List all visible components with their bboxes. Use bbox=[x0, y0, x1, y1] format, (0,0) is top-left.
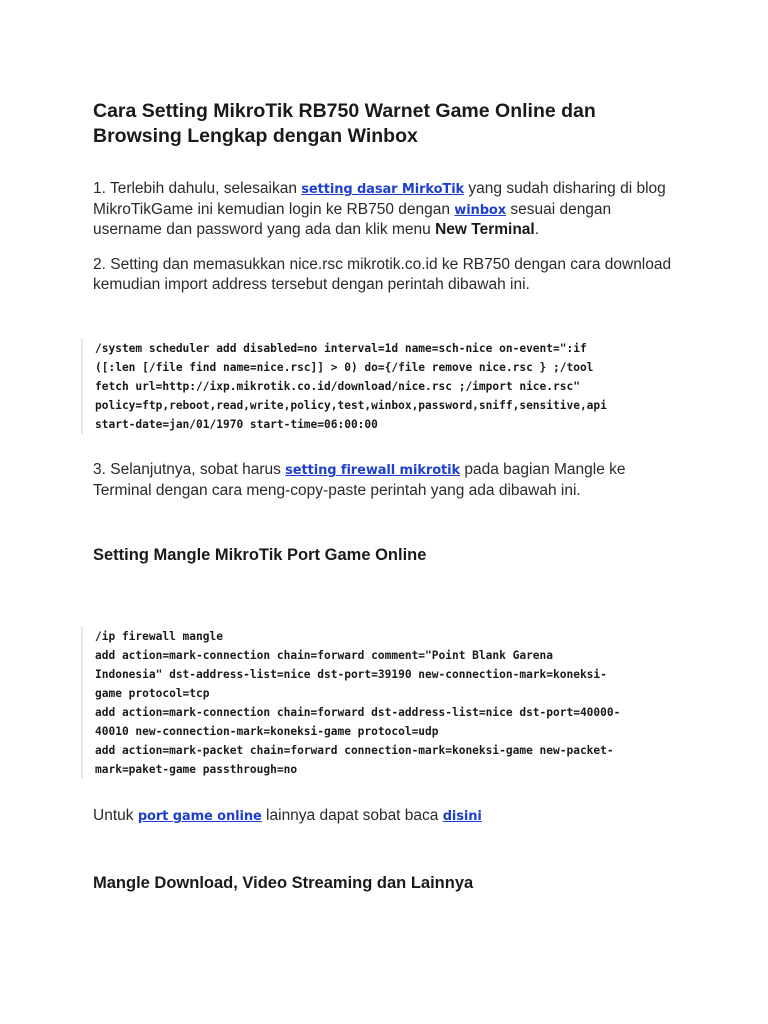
disini-link[interactable]: disini bbox=[442, 809, 482, 824]
port-game-text: Untuk bbox=[93, 807, 138, 824]
step-1-text-3: sesuai dengan username dan password yang ada dan klik menu bbox=[93, 200, 612, 238]
port-game-text-2: lainnya dapat sobat baca bbox=[261, 807, 443, 824]
mangle-code-block bbox=[81, 627, 685, 779]
scheduler-code-line: start-date=jan/01/1970 start-time=06:00:00 bbox=[95, 418, 378, 431]
scheduler-code-line: ([:len [/file find name=nice.rsc]] > 0) do={/file remove nice.rsc } ;/tool bbox=[95, 361, 594, 374]
new-terminal-label: New Terminal bbox=[435, 221, 535, 238]
port-game-paragraph bbox=[93, 806, 673, 827]
scheduler-code-block bbox=[81, 339, 685, 434]
scheduler-code-line: policy=ftp,reboot,read,write,policy,test,winbox,password,sniff,sensitive,api bbox=[95, 399, 607, 412]
mangle-code-line: mark=paket-game passthrough=no bbox=[95, 763, 298, 776]
mangle-code-line: add action=mark-packet chain=forward connection-mark=koneksi-game new-packet- bbox=[95, 744, 614, 757]
step-3-text: 3. Selanjutnya, sobat harus bbox=[93, 461, 286, 478]
mangle-code-line: add action=mark-connection chain=forward dst-address-list=nice dst-port=40000- bbox=[95, 706, 621, 719]
port-game-online-link[interactable]: port game online bbox=[137, 809, 262, 824]
step-1-paragraph bbox=[93, 179, 673, 240]
step-1-text-2: yang sudah disharing di blog MikroTikGame ini kemudian login ke RB750 dengan bbox=[93, 180, 666, 218]
scheduler-code-line: /system scheduler add disabled=no interval=1d name=sch-nice on-event=":if bbox=[95, 342, 587, 355]
step-3-paragraph bbox=[93, 460, 673, 500]
step-1-text: 1. Terlebih dahulu, selesaikan bbox=[93, 180, 302, 197]
mangle-code-line: Indonesia" dst-address-list=nice dst-port=39190 new-connection-mark=koneksi- bbox=[95, 668, 607, 681]
step-1-text-4: . bbox=[534, 221, 540, 238]
mangle-port-heading: Setting Mangle MikroTik Port Game Online bbox=[93, 546, 427, 564]
mangle-code-line: game protocol=tcp bbox=[95, 687, 210, 700]
mangle-code-line: add action=mark-connection chain=forward comment="Point Blank Garena bbox=[95, 649, 554, 662]
step-2-paragraph: 2. Setting dan memasukkan nice.rsc mikrotik.co.id ke RB750 dengan cara download kemudian import address tersebut dengan perintah dibawah ini. bbox=[93, 256, 672, 293]
mangle-download-heading: Mangle Download, Video Streaming dan Lainnya bbox=[93, 874, 474, 892]
winbox-link[interactable]: winbox bbox=[454, 202, 507, 218]
mangle-code-line: /ip firewall mangle bbox=[95, 630, 223, 643]
article-title: Cara Setting MikroTik RB750 Warnet Game Online dan Browsing Lengkap dengan Winbox bbox=[93, 100, 596, 147]
scheduler-code-line: fetch url=http://ixp.mikrotik.co.id/download/nice.rsc ;/import nice.rsc" bbox=[95, 380, 580, 393]
step-3-text-2: pada bagian Mangle ke Terminal dengan cara meng-copy-paste perintah yang ada dibawah ini. bbox=[93, 461, 626, 499]
setting-dasar-link[interactable]: setting dasar MirkoTik bbox=[301, 182, 465, 197]
mangle-code-line: 40010 new-connection-mark=koneksi-game protocol=udp bbox=[95, 725, 439, 738]
setting-firewall-link[interactable]: setting firewall mikrotik bbox=[285, 463, 461, 478]
